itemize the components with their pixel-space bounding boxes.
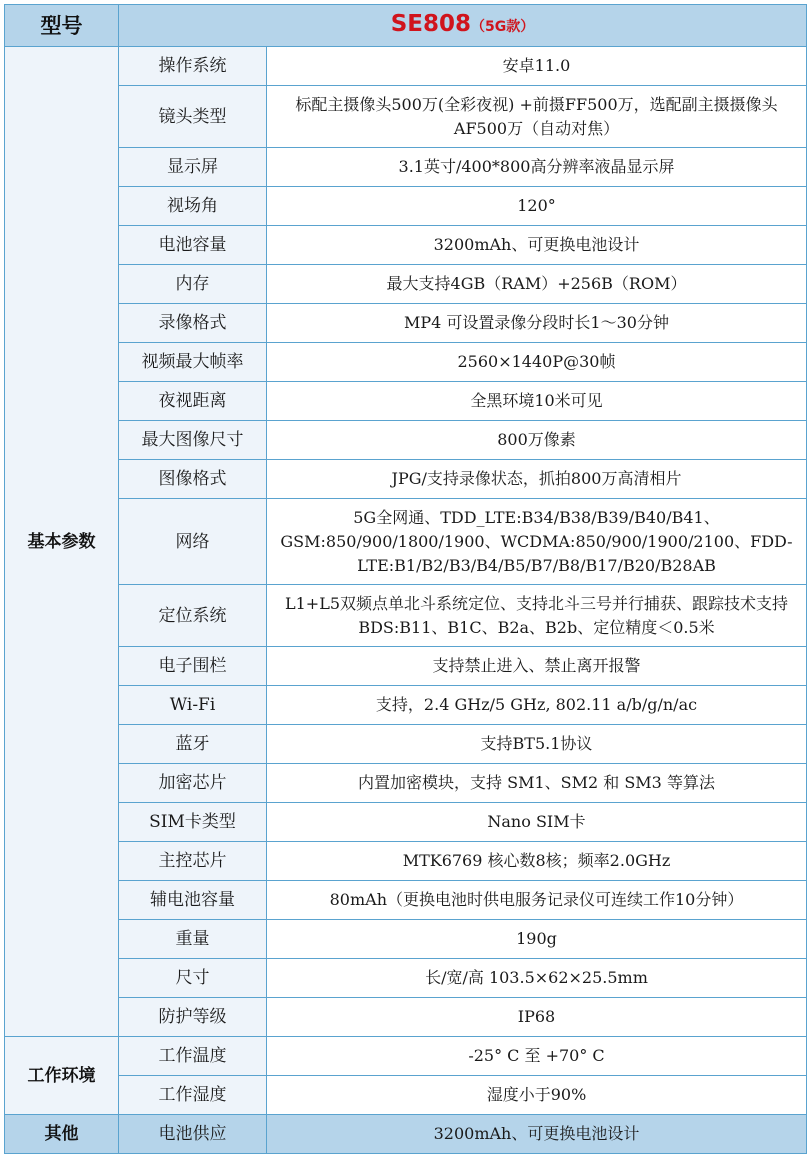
param-value: 湿度小于90% xyxy=(267,1076,807,1115)
param-name: 辅电池容量 xyxy=(119,881,267,920)
param-name: 重量 xyxy=(119,920,267,959)
param-value: 支持BT5.1协议 xyxy=(267,725,807,764)
param-name: 图像格式 xyxy=(119,460,267,499)
table-row xyxy=(5,460,807,499)
param-value: 800万像素 xyxy=(267,421,807,460)
param-name: Wi-Fi xyxy=(119,686,267,725)
param-name: 视频最大帧率 xyxy=(119,343,267,382)
param-value: 全黑环境10米可见 xyxy=(267,382,807,421)
table-row xyxy=(5,686,807,725)
model-name: SE808 xyxy=(390,11,472,37)
param-name: 尺寸 xyxy=(119,959,267,998)
param-name: 定位系统 xyxy=(119,585,267,647)
param-name: 主控芯片 xyxy=(119,842,267,881)
param-value: 支持，2.4 GHz/5 GHz, 802.11 a/b/g/n/ac xyxy=(267,686,807,725)
table-row xyxy=(5,764,807,803)
param-value: 5G全网通、TDD_LTE:B34/B38/B39/B40/B41、GSM:850/900/1800/1900、WCDMA:850/900/1900/2100、FDD-LTE:B1/B2/B3/B4/B5/B7/B8/B17/B20/B28AB xyxy=(267,499,807,585)
param-value: 3.1英寸/400*800高分辨率液晶显示屏 xyxy=(267,148,807,187)
param-value: IP68 xyxy=(267,998,807,1037)
category-basic-params: 基本参数 xyxy=(5,47,119,1037)
table-row xyxy=(5,1076,807,1115)
param-name: 蓝牙 xyxy=(119,725,267,764)
table-row xyxy=(5,647,807,686)
param-value: 3200mAh、可更换电池设计 xyxy=(267,1115,807,1154)
table-row xyxy=(5,998,807,1037)
param-name: 录像格式 xyxy=(119,304,267,343)
param-value: 标配主摄像头500万(全彩夜视) +前摄FF500万，选配副主摄摄像头AF500万（自动对焦） xyxy=(267,86,807,148)
table-row xyxy=(5,585,807,647)
param-name: 内存 xyxy=(119,265,267,304)
table-row xyxy=(5,187,807,226)
param-name: 夜视距离 xyxy=(119,382,267,421)
param-name: 工作湿度 xyxy=(119,1076,267,1115)
param-name: SIM卡类型 xyxy=(119,803,267,842)
table-row xyxy=(5,265,807,304)
param-name: 电池容量 xyxy=(119,226,267,265)
header-row xyxy=(5,5,807,47)
category-work-env: 工作环境 xyxy=(5,1037,119,1115)
param-value: 120° xyxy=(267,187,807,226)
param-name: 显示屏 xyxy=(119,148,267,187)
table-row xyxy=(5,343,807,382)
table-row xyxy=(5,842,807,881)
table-row xyxy=(5,382,807,421)
param-value: 内置加密模块，支持 SM1、SM2 和 SM3 等算法 xyxy=(267,764,807,803)
model-label: 型号 xyxy=(5,5,119,47)
param-name: 防护等级 xyxy=(119,998,267,1037)
param-value: 80mAh（更换电池时供电服务记录仪可连续工作10分钟） xyxy=(267,881,807,920)
param-value: 长/宽/高 103.5×62×25.5mm xyxy=(267,959,807,998)
param-name: 网络 xyxy=(119,499,267,585)
table-row xyxy=(5,1115,807,1154)
model-cell xyxy=(119,5,807,47)
param-value: MTK6769 核心数8核；频率2.0GHz xyxy=(267,842,807,881)
table-row xyxy=(5,86,807,148)
table-row xyxy=(5,725,807,764)
table-row xyxy=(5,881,807,920)
param-value: JPG/支持录像状态，抓拍800万高清相片 xyxy=(267,460,807,499)
param-name: 操作系统 xyxy=(119,47,267,86)
param-name: 电池供应 xyxy=(119,1115,267,1154)
param-name: 加密芯片 xyxy=(119,764,267,803)
model-suffix: （5G款） xyxy=(471,19,535,35)
table-row xyxy=(5,226,807,265)
table-row xyxy=(5,421,807,460)
param-value: Nano SIM卡 xyxy=(267,803,807,842)
param-value: 安卓11.0 xyxy=(267,47,807,86)
category-other: 其他 xyxy=(5,1115,119,1154)
param-value: -25° C 至 +70° C xyxy=(267,1037,807,1076)
spec-table xyxy=(4,4,807,1154)
param-name: 视场角 xyxy=(119,187,267,226)
param-value: 2560×1440P@30帧 xyxy=(267,343,807,382)
table-row xyxy=(5,47,807,86)
param-name: 电子围栏 xyxy=(119,647,267,686)
param-value: 3200mAh、可更换电池设计 xyxy=(267,226,807,265)
table-row xyxy=(5,499,807,585)
table-row xyxy=(5,148,807,187)
table-row xyxy=(5,304,807,343)
param-name: 镜头类型 xyxy=(119,86,267,148)
param-value: 190g xyxy=(267,920,807,959)
param-name: 工作温度 xyxy=(119,1037,267,1076)
param-name: 最大图像尺寸 xyxy=(119,421,267,460)
param-value: 支持禁止进入、禁止离开报警 xyxy=(267,647,807,686)
table-row xyxy=(5,959,807,998)
param-value: L1+L5双频点单北斗系统定位、支持北斗三号并行捕获、跟踪技术支持 BDS:B11、B1C、B2a、B2b、定位精度＜0.5米 xyxy=(267,585,807,647)
table-row xyxy=(5,1037,807,1076)
param-value: MP4 可设置录像分段时长1～30分钟 xyxy=(267,304,807,343)
table-row xyxy=(5,920,807,959)
table-row xyxy=(5,803,807,842)
param-value: 最大支持4GB（RAM）+256B（ROM） xyxy=(267,265,807,304)
